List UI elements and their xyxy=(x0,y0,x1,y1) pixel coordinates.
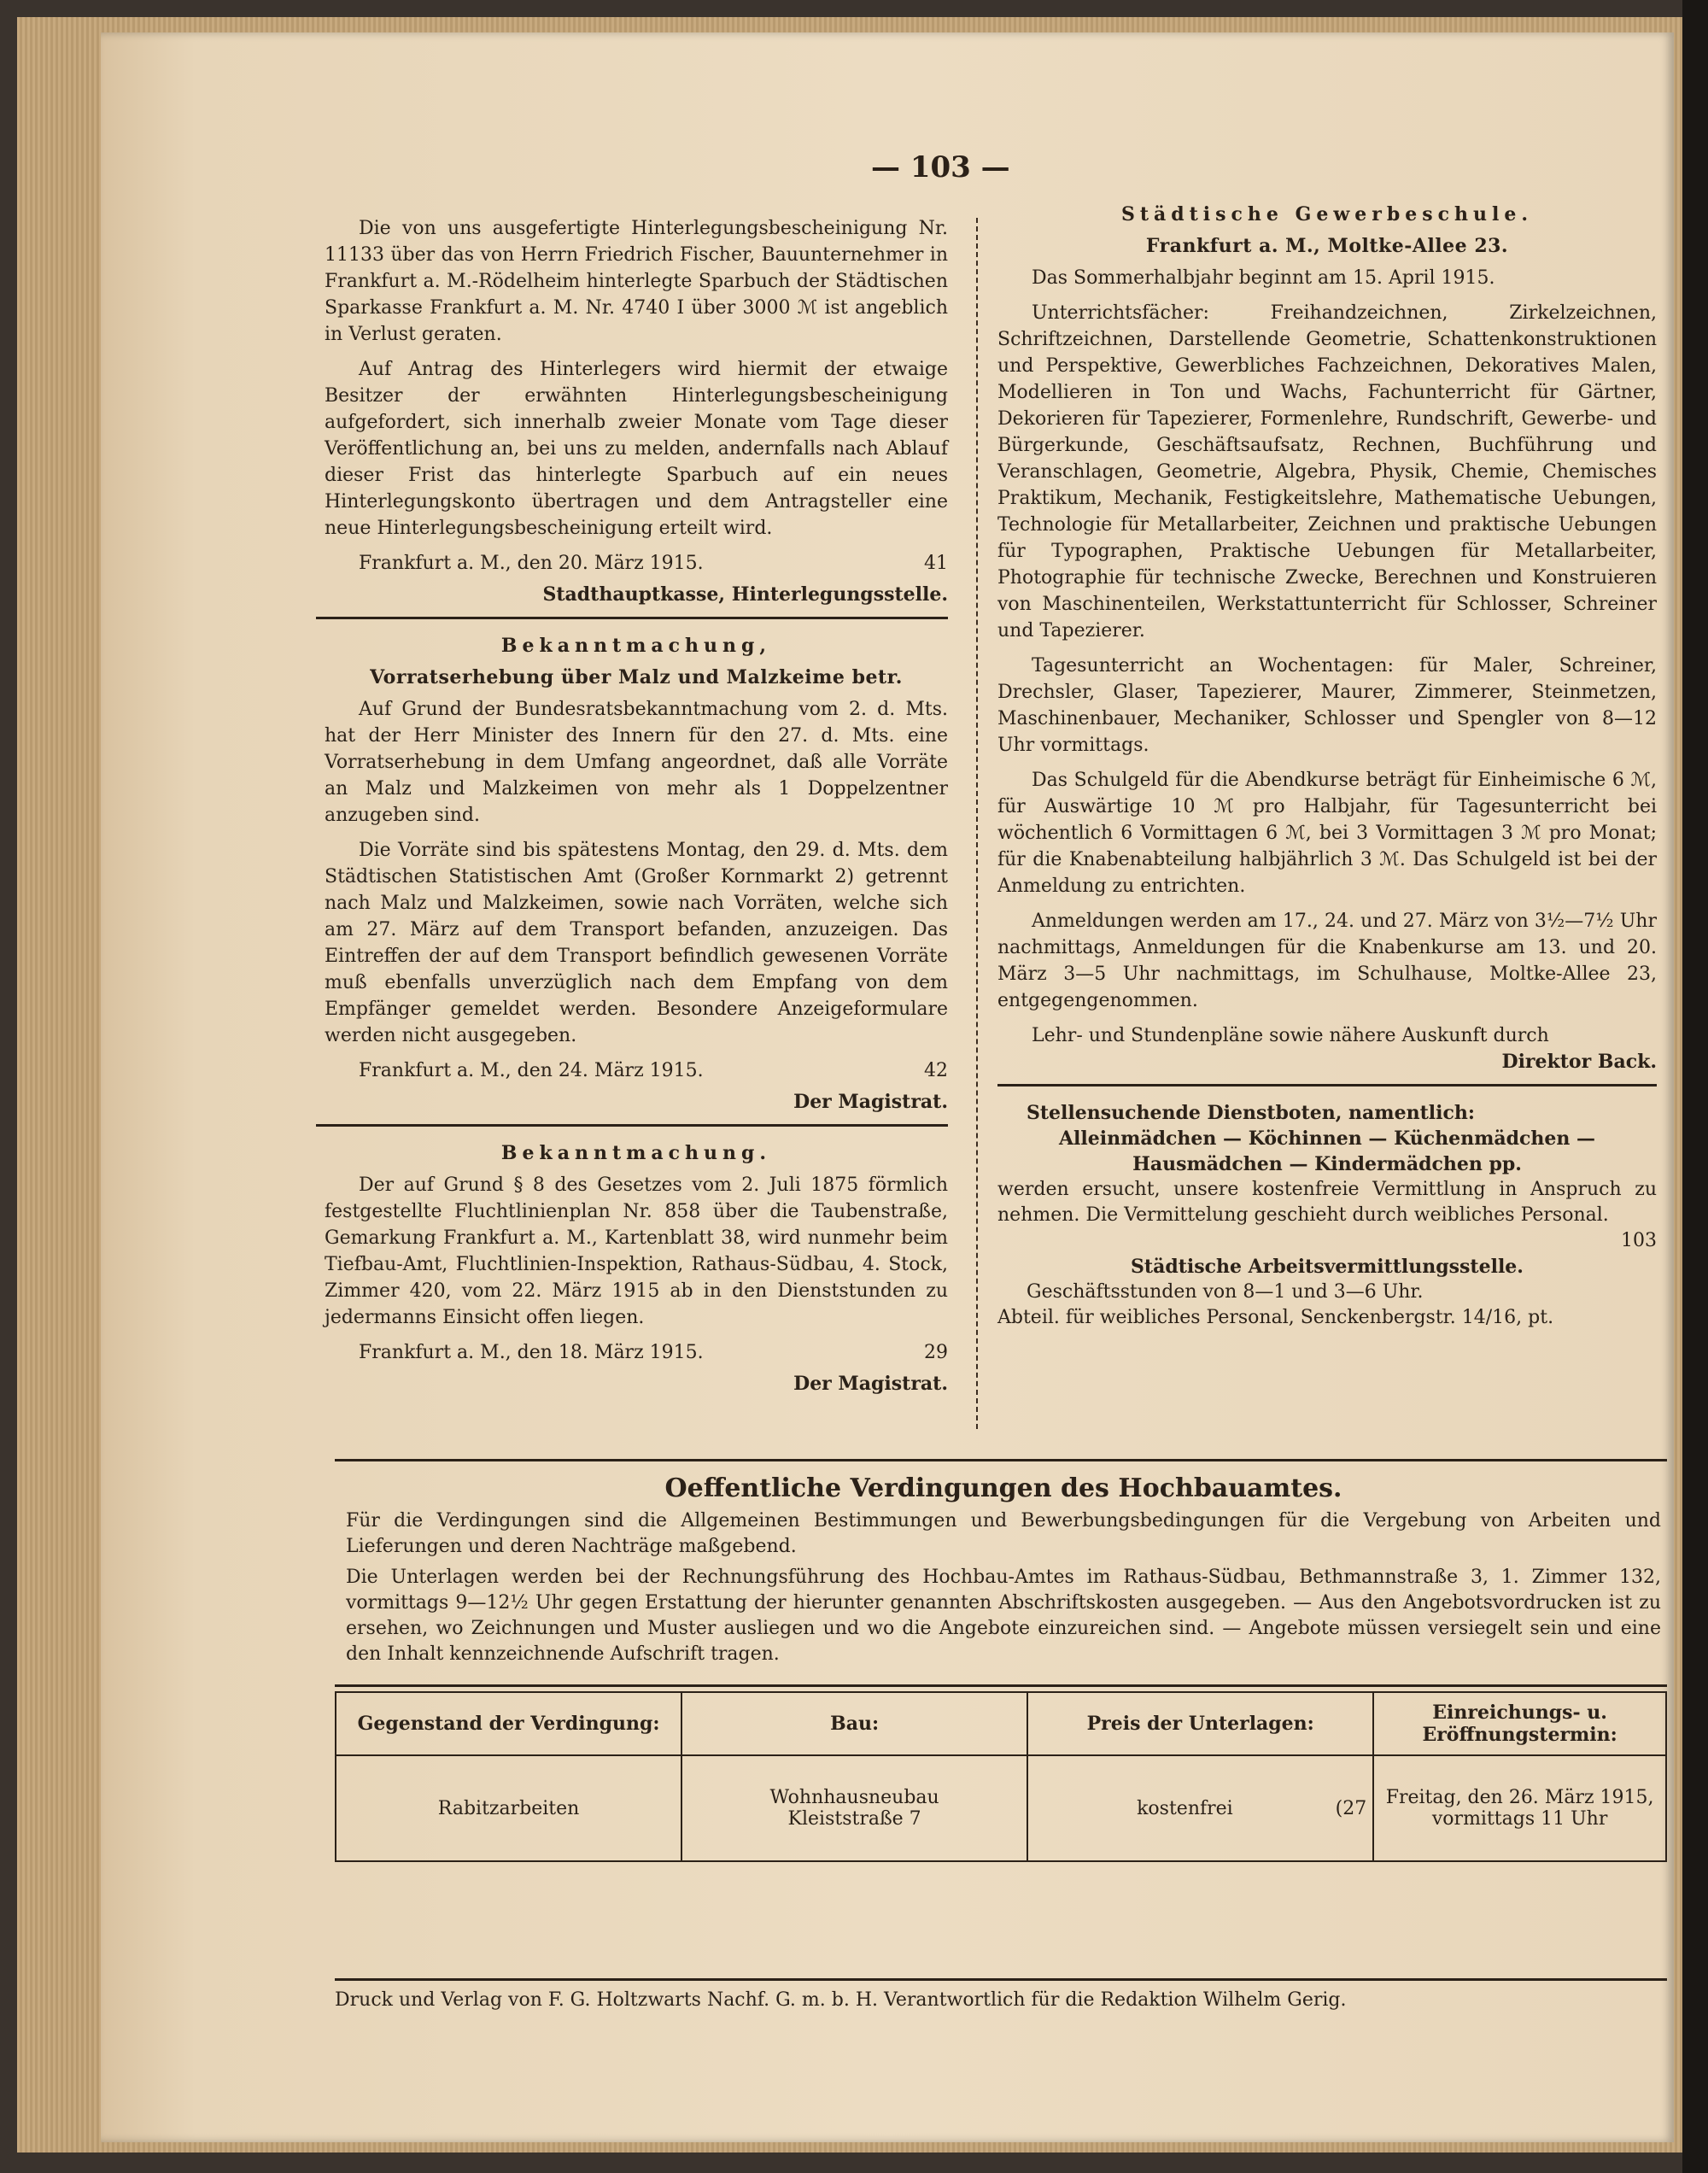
paragraph: Anmeldungen werden am 17., 24. und 27. März von 3½—7½ Uhr nachmittags, Anmeldungen für die Knabenkurse am 13. und 20. März 3—5 Uhr nachmittags, im Schulhause, Moltke-Allee 23, entgegengenommen. xyxy=(997,911,1657,1011)
column-header: Bau: xyxy=(681,1692,1027,1755)
public-tenders xyxy=(346,1473,1661,1672)
notice-title: Bekanntmachung, xyxy=(500,635,772,657)
notice-date: Frankfurt a. M., den 24. März 1915. xyxy=(359,1060,704,1081)
servants-hours: Geschäftsstunden von 8—1 und 3—6 Uhr. xyxy=(1027,1281,1424,1303)
building-address: Kleiststraße 7 xyxy=(787,1808,921,1830)
servants-roles: Alleinmädchen — Köchinnen — Küchenmädchen — Hausmädchen — Kindermädchen pp. xyxy=(1058,1128,1596,1175)
paragraph: Unterrichtsfächer: Freihandzeichnen, Zirkelzeichnen, Schriftzeichnen, Darstellende Geometrie, Schattenkonstruktionen und Perspektive, Gewerbliches Fachzeichnen, Dekoratives Malen, Modellieren in Ton und Wachs, Fachunterricht für Gärtner, Dekorieren für Tapezierer, Formenlehre, Rundschrift, Gewerbe- und Bürgerkunde, Geschäftsaufsatz, Rechnen, Buchführung und Veranschlagen, Geometrie, Algebra, Physik, Chemie, Chemisches Praktikum, Mechanik, Festigkeitslehre, Mathematische Uebungen, Technologie für Metallarbeiter, Zeichnen und praktische Uebungen für Typographen, Praktische Uebungen für Metallarbeiter, Photographie für technische Zwecke, Berechnen und Konstruieren von Maschinenteilen, Werkstattunterricht für Schlosser, Schreiner und Tapezierer. xyxy=(997,302,1657,641)
paragraph: Für die Verdingungen sind die Allgemeinen Bestimmungen und Bewerbungsbedingungen für die Vergebung von Arbeiten und Lieferungen und deren Nachträge maßgebend. xyxy=(346,1510,1661,1557)
notice-malt-survey xyxy=(325,633,948,1116)
deadline-date: Freitag, den 26. März 1915, xyxy=(1385,1787,1654,1808)
school-signature: Direktor Back. xyxy=(1501,1051,1657,1073)
paragraph: Die Vorräte sind bis spätestens Montag, den 29. d. Mts. dem Städtischen Statistischen Amt (Großer Kornmarkt 2) getrennt nach Malz und Malzkeimen, sowie nach Vorräten, welche sich am 27. März auf dem Transport befanden, anzuzeigen. Das Eintreffen der auf dem Transport befindlich gewesenen Vorräte muß ebenfalls unverzüglich nach dem Empfang von dem Empfänger gemeldet werden. Besondere Anzeigeformulare werden nicht ausgegeben. xyxy=(325,840,948,1046)
building-name: Wohnhausneubau xyxy=(769,1787,939,1808)
paragraph: Auf Grund der Bundesratsbekanntmachung vom 2. d. Mts. hat der Herr Minister des Innern für den 27. d. Mts. eine Vorratserhebung in dem Umfang angeordnet, daß alle Vorräte an Malz und Malzkeimen von mehr als 1 Doppelzentner anzugeben sind. xyxy=(325,699,948,826)
notice-signature: Der Magistrat. xyxy=(793,1373,948,1395)
dateline xyxy=(325,550,948,577)
paragraph: Das Schulgeld für die Abendkurse beträgt für Einheimische 6 ℳ, für Auswärtige 10 ℳ pro Halbjahr, für Tagesunterricht bei wöchentlich 6 Vormittagen 6 ℳ, bei 3 Vormittagen 3 ℳ pro Monat; für die Knabenabteilung halbjährlich 3 ℳ. Das Schulgeld ist bei der Anmeldung zu entrichten. xyxy=(997,770,1657,897)
divider xyxy=(997,1084,1657,1086)
imprint xyxy=(335,1978,1667,2011)
right-column xyxy=(997,202,1657,1331)
notice-subtitle: Vorratserhebung über Malz und Malzkeime betr. xyxy=(370,666,903,688)
servants-address: Abteil. für weibliches Personal, Senckenbergstr. 14/16, pt. xyxy=(997,1307,1554,1328)
cell-deadline xyxy=(1373,1755,1666,1861)
scan-border xyxy=(1682,0,1708,2173)
school-address: Frankfurt a. M., Moltke-Allee 23. xyxy=(1145,235,1509,257)
tenders-title: Oeffentliche Verdingungen des Hochbauamtes. xyxy=(664,1473,1342,1503)
school-title: Städtische Gewerbeschule. xyxy=(1120,203,1534,226)
column-separator xyxy=(976,218,978,1429)
cell-building xyxy=(681,1755,1027,1861)
notice-ref: 42 xyxy=(924,1060,948,1081)
paragraph: Tagesunterricht an Wochentagen: für Maler, Schreiner, Drechsler, Glaser, Tapezierer, Maurer, Zimmerer, Steinmetzen, Maschinenbauer, Mechaniker, Schlosser und Spengler von 8—12 Uhr vormittags. xyxy=(997,655,1657,756)
column-header: Einreichungs- u. Eröffnungstermin: xyxy=(1373,1692,1666,1755)
paragraph: Das Sommerhalbjahr beginnt am 15. April 1915. xyxy=(1032,267,1495,289)
notice-signature: Der Magistrat. xyxy=(793,1091,948,1113)
paragraph: Auf Antrag des Hinterlegers wird hiermit der etwaige Besitzer der erwähnten Hinterlegungsbescheinigung aufgefordert, sich innerhalb zweier Monate vom Tage dieser Veröffentlichung an, bei uns zu melden, andernfalls nach Ablauf dieser Frist das hinterlegte Sparbuch auf ein neues Hinterlegungskonto übertragen und dem Antragsteller eine neue Hinterlegungsbescheinigung erteilt wird. xyxy=(325,359,948,539)
notice-signature: Stadthauptkasse, Hinterlegungsstelle. xyxy=(542,583,948,606)
notice-savings-book xyxy=(325,215,948,608)
notice-title: Bekanntmachung. xyxy=(500,1142,772,1164)
servants-office: Städtische Arbeitsvermittlungsstelle. xyxy=(1131,1256,1524,1278)
table-row xyxy=(336,1755,1666,1861)
dateline xyxy=(325,1339,948,1366)
paragraph: Die Unterlagen werden bei der Rechnungsführung des Hochbau-Amtes im Rathaus-Südbau, Bethmannstraße 3, 1. Zimmer 132, vormittags 9—12½ Uhr gegen Erstattung der hierunter genannten Abschriftskosten ausgegeben. — Aus den Angebotsvordrucken ist zu ersehen, wo Zeichnungen und Muster ausliegen und wo die Angebote einzureichen sind. — Angebote müssen versiegelt sein und eine den Inhalt kennzeichnende Aufschrift tragen. xyxy=(346,1567,1661,1665)
divider xyxy=(316,617,948,619)
notice-domestic-servants xyxy=(997,1100,1657,1331)
left-column xyxy=(325,215,948,1406)
notice-trade-school xyxy=(997,202,1657,1075)
servants-ref: 103 xyxy=(1621,1230,1657,1251)
imprint-text: Druck und Verlag von F. G. Holtzwarts Nachf. G. m. b. H. Verantwortlich für die Redaktion Wilhelm Gerig. xyxy=(335,1989,1347,2011)
column-header: Gegenstand der Verdingung: xyxy=(336,1692,681,1755)
cell-subject: Rabitzarbeiten xyxy=(336,1755,681,1861)
servants-heading: Stellensuchende Dienstboten, namentlich: xyxy=(1027,1102,1475,1124)
price-wrap xyxy=(1029,1798,1372,1819)
notice-building-line xyxy=(325,1140,948,1397)
cell-price xyxy=(1027,1755,1373,1861)
notice-date: Frankfurt a. M., den 18. März 1915. xyxy=(359,1342,704,1363)
servants-text: werden ersucht, unsere kostenfreie Vermittlung in Anspruch zu nehmen. Die Vermittelung geschieht durch weibliches Personal. xyxy=(997,1179,1657,1226)
paragraph: Der auf Grund § 8 des Gesetzes vom 2. Juli 1875 förmlich festgestellte Fluchtlinienplan Nr. 858 über die Taubenstraße, Gemarkung Frankfurt a. M., Kartenblatt 38, wird nunmehr beim Tiefbau-Amt, Fluchtlinien-Inspektion, Rathaus-Südbau, 4. Stock, Zimmer 420, vom 22. März 1915 ab in den Dienststunden zu jedermanns Einsicht offen liegen. xyxy=(325,1174,948,1328)
paragraph: Lehr- und Stundenpläne sowie nähere Auskunft durch xyxy=(1032,1025,1549,1046)
page-number: — 103 — xyxy=(871,150,1010,184)
footer-rule xyxy=(335,1978,1667,1981)
notice-date: Frankfurt a. M., den 20. März 1915. xyxy=(359,553,704,574)
table-top-rule xyxy=(335,1684,1667,1687)
table-header-row xyxy=(336,1692,1666,1755)
notice-ref: 41 xyxy=(924,553,948,574)
price-value: kostenfrei xyxy=(1137,1797,1233,1819)
section-rule xyxy=(335,1459,1667,1461)
tenders-table xyxy=(335,1691,1667,1862)
price-ref: (27 xyxy=(1335,1797,1367,1819)
column-header: Preis der Unterlagen: xyxy=(1027,1692,1373,1755)
divider xyxy=(316,1124,948,1127)
dateline xyxy=(325,1057,948,1084)
deadline-time: vormittags 11 Uhr xyxy=(1431,1808,1608,1830)
notice-ref: 29 xyxy=(924,1342,948,1363)
paragraph: Die von uns ausgefertigte Hinterlegungsbescheinigung Nr. 11133 über das von Herrn Friedrich Fischer, Bauunternehmer in Frankfurt a. M.-Rödelheim hinterlegte Sparbuch der Städtischen Sparkasse Frankfurt a. M. Nr. 4740 I über 3000 ℳ ist angeblich in Verlust geraten. xyxy=(325,218,948,345)
